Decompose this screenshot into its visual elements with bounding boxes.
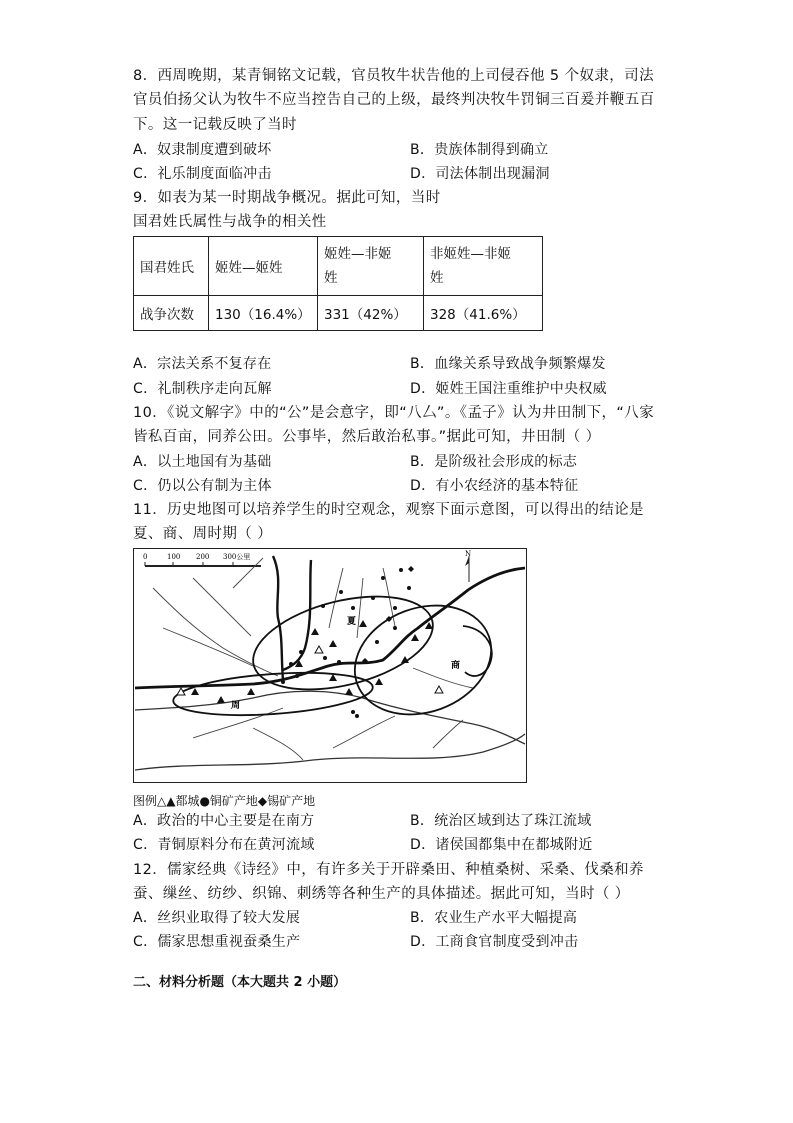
q11-option-b: B．统治区域到达了珠江流域 [410,813,592,829]
q12-stem-line-2: 蚕、缫丝、纺纱、织锦、刺绣等各种生产的具体描述。据此可知，当时（ ） [133,886,630,902]
q12-option-d: D．工商食官制度受到冲击 [410,934,579,950]
q11-stem-line-2: 夏、商、周时期（ ） [133,526,273,542]
scale-label-0: 0 [143,553,148,561]
q9-value-ji-nonji: 331（42%） [318,296,424,331]
q9-stem-line-2: 国君姓氏属性与战争的相关性 [133,214,327,230]
q10-option-a: A．以土地国有为基础 [133,454,272,470]
region-label-zhou: 周 [231,701,241,711]
scale-label-200: 200 [196,553,210,561]
q11-map-legend: 图例△▲都城●铜矿产地◆锡矿产地 [133,794,316,808]
q12-option-c: C．儒家思想重视蚕桑生产 [133,934,301,950]
q9-option-c: C．礼制秩序走向瓦解 [133,381,272,397]
q8-option-a: A．奴隶制度遭到破坏 [133,142,272,158]
q9-table-header-row [134,237,543,296]
q12-stem-line-1: 12．儒家经典《诗经》中，有许多关于开辟桑田、种植桑树、采桑、伐桑和养 [133,862,644,878]
svg-text:N: N [465,550,472,558]
q9-table-data-row [134,296,543,331]
scale-label-300: 300公里 [223,553,251,561]
q12-option-a: A．丝织业取得了较大发展 [133,910,301,926]
q9-option-d: D．姬姓王国注重维护中央权威 [410,381,607,397]
q8-option-c: C．礼乐制度面临冲击 [133,166,272,182]
q10-option-c: C．仍以公有制为主体 [133,478,272,494]
q10-stem-line-2: 皆私百亩，同养公田。公事毕，然后敢治私事。”据此可知，井田制（ ） [133,429,601,445]
q8-stem-line-2: 官员伯扬父认为牧牛不应当控告自己的上级，最终判决牧牛罚铜三百爰并鞭五百 [133,92,655,108]
region-label-shang: 商 [451,661,461,671]
q9-header-nonji-nonji: 非姬姓—非姬 姓 [424,237,543,296]
q8-stem-line-3: 下。这一记载反映了当时 [133,117,297,133]
q10-option-b: B．是阶级社会形成的标志 [410,454,578,470]
q9-stem-line-1: 9．如表为某一时期战争概况。据此可知，当时 [133,190,441,206]
q9-header-ji-ji: 姬姓—姬姓 [209,237,318,296]
scale-label-100: 100 [167,553,181,561]
q9-option-a: A．宗法关系不复存在 [133,356,272,372]
q9-value-ji-ji: 130（16.4%） [209,296,318,331]
q9-value-nonji-nonji: 328（41.6%） [424,296,543,331]
q8-option-d: D．司法体制出现漏洞 [410,166,550,182]
q11-option-a: A．政治的中心主要是在南方 [133,813,315,829]
q9-header-surname: 国君姓氏 [134,237,209,296]
q10-option-d: D．有小农经济的基本特征 [410,478,579,494]
q11-historical-map [133,548,527,783]
q11-option-c: C．青铜原料分布在黄河流域 [133,837,315,853]
section-2-heading: 二、材料分析题（本大题共 2 小题） [133,975,347,990]
region-label-xia: 夏 [347,617,357,627]
q11-option-d: D．诸侯国都集中在都城附近 [410,837,593,853]
q8-stem-line-1: 8．西周晚期，某青铜铭文记载，官员牧牛状告他的上司侵吞他 5 个奴隶，司法 [133,68,654,84]
q9-option-b: B．血缘关系导致战争频繁爆发 [410,356,606,372]
q11-stem-line-1: 11．历史地图可以培养学生的时空观念，观察下面示意图，可以得出的结论是 [133,502,644,518]
q8-option-b: B．贵族体制得到确立 [410,142,549,158]
q9-header-ji-nonji: 姬姓—非姬 姓 [318,237,424,296]
q9-row-label: 战争次数 [134,296,209,331]
q10-stem-line-1: 10．《说文解字》中的“公”是会意字，即“八厶”。《孟子》认为井田制下，“八家 [133,405,655,421]
q12-option-b: B．农业生产水平大幅提高 [410,910,578,926]
q9-table [133,236,543,331]
